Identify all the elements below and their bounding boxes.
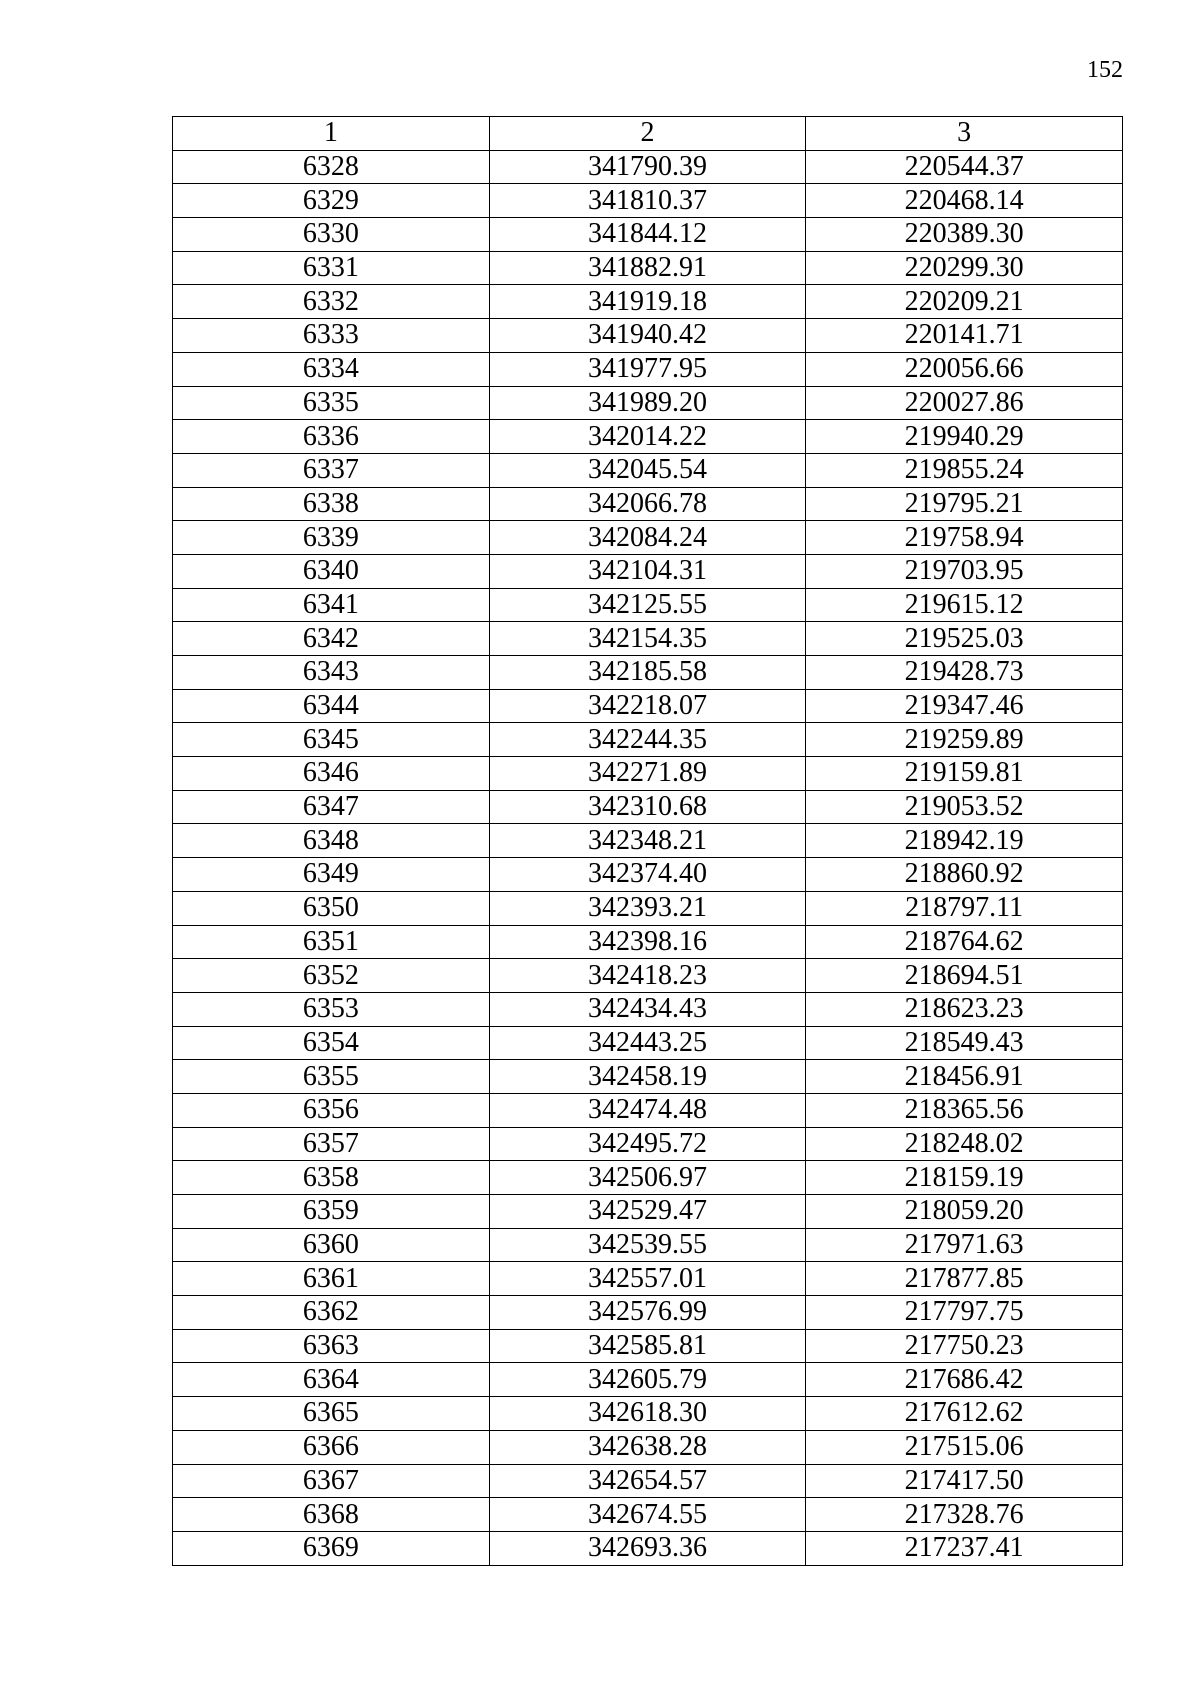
table-row [173, 588, 1123, 622]
table-row [173, 1430, 1123, 1464]
table-cell-col1: 6348 [173, 824, 490, 858]
table-cell-col3: 219795.21 [806, 487, 1123, 521]
table-cell-col1: 6359 [173, 1195, 490, 1229]
table-cell-col1: 6349 [173, 858, 490, 892]
table-row [173, 790, 1123, 824]
table-cell-col1: 6343 [173, 656, 490, 690]
table-row [173, 1060, 1123, 1094]
table-row [173, 150, 1123, 184]
table-row [173, 992, 1123, 1026]
table-row [173, 1195, 1123, 1229]
table-cell-col2: 342434.43 [489, 992, 806, 1026]
table-row [173, 757, 1123, 791]
table-cell-col2: 341844.12 [489, 218, 806, 252]
table-cell-col3: 220389.30 [806, 218, 1123, 252]
table-row [173, 554, 1123, 588]
table-cell-col2: 342654.57 [489, 1464, 806, 1498]
table-cell-col2: 342539.55 [489, 1228, 806, 1262]
table-row [173, 1262, 1123, 1296]
table-row [173, 285, 1123, 319]
table-row [173, 824, 1123, 858]
table-cell-col2: 342393.21 [489, 891, 806, 925]
table-cell-col3: 218456.91 [806, 1060, 1123, 1094]
table-cell-col1: 6335 [173, 386, 490, 420]
table-cell-col1: 6341 [173, 588, 490, 622]
table-cell-col3: 219525.03 [806, 622, 1123, 656]
table-cell-col2: 342474.48 [489, 1093, 806, 1127]
table-cell-col2: 342348.21 [489, 824, 806, 858]
table-row [173, 1363, 1123, 1397]
table-cell-col1: 6356 [173, 1093, 490, 1127]
table-cell-col3: 217417.50 [806, 1464, 1123, 1498]
table-row [173, 925, 1123, 959]
table-cell-col2: 342125.55 [489, 588, 806, 622]
table-cell-col1: 6330 [173, 218, 490, 252]
table-cell-col2: 342066.78 [489, 487, 806, 521]
table-cell-col3: 218860.92 [806, 858, 1123, 892]
table-cell-col1: 6351 [173, 925, 490, 959]
table-cell-col2: 342495.72 [489, 1127, 806, 1161]
table-cell-col1: 6354 [173, 1026, 490, 1060]
table-header-cell-col3: 3 [806, 117, 1123, 151]
table-cell-col1: 6357 [173, 1127, 490, 1161]
table-cell-col2: 342506.97 [489, 1161, 806, 1195]
table-cell-col1: 6362 [173, 1296, 490, 1330]
table-cell-col1: 6355 [173, 1060, 490, 1094]
table-row [173, 1228, 1123, 1262]
table-cell-col2: 341919.18 [489, 285, 806, 319]
table-cell-col3: 220141.71 [806, 319, 1123, 353]
table-cell-col3: 218942.19 [806, 824, 1123, 858]
table-cell-col3: 219855.24 [806, 453, 1123, 487]
table-row [173, 352, 1123, 386]
table-cell-col1: 6334 [173, 352, 490, 386]
table-cell-col1: 6342 [173, 622, 490, 656]
table-cell-col2: 342244.35 [489, 723, 806, 757]
table-cell-col3: 219053.52 [806, 790, 1123, 824]
table-cell-col2: 342310.68 [489, 790, 806, 824]
table-cell-col3: 220468.14 [806, 184, 1123, 218]
table-cell-col3: 220299.30 [806, 251, 1123, 285]
table-cell-col3: 217750.23 [806, 1329, 1123, 1363]
table-cell-col3: 220544.37 [806, 150, 1123, 184]
table-cell-col1: 6333 [173, 319, 490, 353]
table-cell-col2: 341977.95 [489, 352, 806, 386]
table-cell-col2: 342154.35 [489, 622, 806, 656]
table-cell-col1: 6347 [173, 790, 490, 824]
table-cell-col2: 341810.37 [489, 184, 806, 218]
table-cell-col3: 217237.41 [806, 1531, 1123, 1565]
table-cell-col1: 6363 [173, 1329, 490, 1363]
table-row [173, 218, 1123, 252]
table-row [173, 251, 1123, 285]
table-cell-col2: 342576.99 [489, 1296, 806, 1330]
table-cell-col3: 220056.66 [806, 352, 1123, 386]
table-cell-col2: 341790.39 [489, 150, 806, 184]
table-cell-col3: 217515.06 [806, 1430, 1123, 1464]
table-cell-col2: 342271.89 [489, 757, 806, 791]
table-cell-col2: 342585.81 [489, 1329, 806, 1363]
table-cell-col3: 218365.56 [806, 1093, 1123, 1127]
table-cell-col1: 6361 [173, 1262, 490, 1296]
table-cell-col3: 217612.62 [806, 1397, 1123, 1431]
table-row [173, 959, 1123, 993]
table-cell-col1: 6329 [173, 184, 490, 218]
table-header [173, 117, 1123, 151]
table-row [173, 521, 1123, 555]
coordinates-table [172, 116, 1123, 1566]
table-cell-col3: 219259.89 [806, 723, 1123, 757]
table-cell-col3: 218623.23 [806, 992, 1123, 1026]
table-cell-col3: 217328.76 [806, 1498, 1123, 1532]
table-cell-col3: 218159.19 [806, 1161, 1123, 1195]
table-row [173, 656, 1123, 690]
table-cell-col1: 6365 [173, 1397, 490, 1431]
table-cell-col3: 218764.62 [806, 925, 1123, 959]
table-row [173, 1531, 1123, 1565]
table-cell-col2: 342084.24 [489, 521, 806, 555]
table-cell-col1: 6364 [173, 1363, 490, 1397]
table-row [173, 1464, 1123, 1498]
table-row [173, 386, 1123, 420]
table-cell-col1: 6358 [173, 1161, 490, 1195]
table-cell-col3: 218059.20 [806, 1195, 1123, 1229]
table-cell-col2: 342045.54 [489, 453, 806, 487]
table-cell-col1: 6366 [173, 1430, 490, 1464]
table-row [173, 1329, 1123, 1363]
table-cell-col1: 6345 [173, 723, 490, 757]
table-cell-col1: 6346 [173, 757, 490, 791]
table-cell-col2: 342014.22 [489, 420, 806, 454]
table-cell-col3: 219703.95 [806, 554, 1123, 588]
table-cell-col2: 341989.20 [489, 386, 806, 420]
table-cell-col3: 219428.73 [806, 656, 1123, 690]
table-cell-col2: 342398.16 [489, 925, 806, 959]
table-cell-col3: 217971.63 [806, 1228, 1123, 1262]
table-row [173, 487, 1123, 521]
table-row [173, 858, 1123, 892]
table-cell-col2: 342418.23 [489, 959, 806, 993]
table-row [173, 453, 1123, 487]
table-cell-col2: 342218.07 [489, 689, 806, 723]
table-row [173, 1296, 1123, 1330]
table-cell-col2: 341940.42 [489, 319, 806, 353]
page-number: 152 [1087, 57, 1123, 83]
table-cell-col3: 219615.12 [806, 588, 1123, 622]
table-cell-col3: 218248.02 [806, 1127, 1123, 1161]
table-cell-col2: 342374.40 [489, 858, 806, 892]
table-cell-col3: 219347.46 [806, 689, 1123, 723]
table-cell-col2: 342557.01 [489, 1262, 806, 1296]
table-row [173, 184, 1123, 218]
table-cell-col1: 6352 [173, 959, 490, 993]
table-row [173, 1498, 1123, 1532]
table-cell-col3: 220027.86 [806, 386, 1123, 420]
table-cell-col1: 6353 [173, 992, 490, 1026]
table-cell-col1: 6339 [173, 521, 490, 555]
table-row [173, 1397, 1123, 1431]
table-cell-col3: 220209.21 [806, 285, 1123, 319]
table-cell-col3: 217797.75 [806, 1296, 1123, 1330]
table-row [173, 1026, 1123, 1060]
table-row [173, 1127, 1123, 1161]
table-cell-col1: 6338 [173, 487, 490, 521]
table-row [173, 420, 1123, 454]
table-cell-col2: 342104.31 [489, 554, 806, 588]
table-body [173, 150, 1123, 1565]
table-cell-col1: 6332 [173, 285, 490, 319]
table-cell-col1: 6331 [173, 251, 490, 285]
table-cell-col1: 6344 [173, 689, 490, 723]
table-cell-col3: 218797.11 [806, 891, 1123, 925]
table-cell-col1: 6350 [173, 891, 490, 925]
table-header-cell-col1: 1 [173, 117, 490, 151]
table-row [173, 723, 1123, 757]
table-cell-col2: 342674.55 [489, 1498, 806, 1532]
table-cell-col2: 342693.36 [489, 1531, 806, 1565]
table-cell-col3: 217686.42 [806, 1363, 1123, 1397]
table-row [173, 319, 1123, 353]
table-cell-col2: 342185.58 [489, 656, 806, 690]
table-cell-col1: 6336 [173, 420, 490, 454]
table-cell-col3: 218549.43 [806, 1026, 1123, 1060]
table-cell-col2: 341882.91 [489, 251, 806, 285]
table-row [173, 689, 1123, 723]
table-cell-col3: 219159.81 [806, 757, 1123, 791]
table-cell-col3: 218694.51 [806, 959, 1123, 993]
table-row [173, 891, 1123, 925]
table-cell-col3: 217877.85 [806, 1262, 1123, 1296]
table-cell-col1: 6367 [173, 1464, 490, 1498]
table-header-row [173, 117, 1123, 151]
table-cell-col2: 342443.25 [489, 1026, 806, 1060]
table-row [173, 622, 1123, 656]
table-row [173, 1093, 1123, 1127]
table-header-cell-col2: 2 [489, 117, 806, 151]
table-cell-col1: 6368 [173, 1498, 490, 1532]
table-cell-col2: 342605.79 [489, 1363, 806, 1397]
table-cell-col1: 6369 [173, 1531, 490, 1565]
table-cell-col3: 219758.94 [806, 521, 1123, 555]
table-cell-col2: 342458.19 [489, 1060, 806, 1094]
table-cell-col2: 342618.30 [489, 1397, 806, 1431]
table-cell-col1: 6328 [173, 150, 490, 184]
table-cell-col2: 342638.28 [489, 1430, 806, 1464]
table-cell-col3: 219940.29 [806, 420, 1123, 454]
table-cell-col1: 6340 [173, 554, 490, 588]
table-row [173, 1161, 1123, 1195]
table-cell-col1: 6337 [173, 453, 490, 487]
table-cell-col2: 342529.47 [489, 1195, 806, 1229]
table-cell-col1: 6360 [173, 1228, 490, 1262]
